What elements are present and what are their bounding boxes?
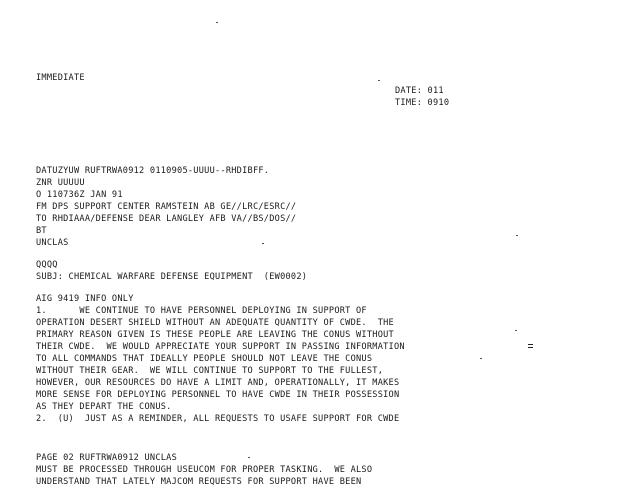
body-line: MUST BE PROCESSED THROUGH USEUCOM FOR PROPER TASKING. WE ALSO <box>36 465 373 475</box>
message-body <box>36 293 405 425</box>
qqqq-line: QQQQ <box>36 260 58 270</box>
message-header <box>36 165 296 249</box>
body-line: AS THEY DEPART THE CONUS. <box>36 402 172 412</box>
body-line: 2. (U) JUST AS A REMINDER, ALL REQUESTS TO USAFE SUPPORT FOR CWDE <box>36 414 400 424</box>
body-line: 1. WE CONTINUE TO HAVE PERSONNEL DEPLOYING IN SUPPORT OF <box>36 306 367 316</box>
date-line: DATE: 011 <box>395 86 444 96</box>
page-header-line: PAGE 02 RUFTRWA0912 UNCLAS <box>36 453 178 463</box>
time-line: TIME: 0910 <box>395 98 450 108</box>
scan-speck <box>216 22 218 23</box>
classification-line: UNCLAS <box>36 238 69 248</box>
dtg-line: O 110736Z JAN 91 <box>36 190 123 200</box>
body-line: OPERATION DESERT SHIELD WITHOUT AN ADEQUATE QUANTITY OF CWDE. THE <box>36 318 394 328</box>
scan-speck <box>515 330 517 331</box>
body-line: THEIR CWDE. WE WOULD APPRECIATE YOUR SUPPORT IN PASSING INFORMATION <box>36 342 405 352</box>
to-line: TO RHDIAAA/DEFENSE DEAR LANGLEY AFB VA//BS/DOS// <box>36 214 297 224</box>
znr-line: ZNR UUUUU <box>36 178 85 188</box>
scan-mark <box>528 347 533 348</box>
subject-block <box>36 259 307 283</box>
aig-line: AIG 9419 INFO ONLY <box>36 294 134 304</box>
body-line: MORE SENSE FOR DEPLOYING PERSONNEL TO HAVE CWDE IN THEIR POSSESSION <box>36 390 400 400</box>
body-line: PRIMARY REASON GIVEN IS THESE PEOPLE ARE LEAVING THE CONUS WITHOUT <box>36 330 394 340</box>
scan-speck <box>480 358 482 359</box>
precedence-label: IMMEDIATE <box>36 73 85 83</box>
body-line: UNDERSTAND THAT LATELY MAJCOM REQUESTS FOR SUPPORT HAVE BEEN <box>36 477 362 487</box>
scan-mark <box>528 344 533 345</box>
scan-speck <box>516 235 518 236</box>
from-line: FM DPS SUPPORT CENTER RAMSTEIN AB GE//LRC/ESRC// <box>36 202 297 212</box>
routing-line: DATUZYUW RUFTRWA0912 0110905-UUUU--RHDIBFF. <box>36 166 270 176</box>
body-line: HOWEVER, OUR RESOURCES DO HAVE A LIMIT AND, OPERATIONALLY, IT MAKES <box>36 378 400 388</box>
scan-speck <box>378 80 380 81</box>
body-line: TO ALL COMMANDS THAT IDEALLY PEOPLE SHOULD NOT LEAVE THE CONUS <box>36 354 373 364</box>
body-line: WITHOUT THEIR GEAR. WE WILL CONTINUE TO SUPPORT TO THE FULLEST, <box>36 366 384 376</box>
subject-line: SUBJ: CHEMICAL WARFARE DEFENSE EQUIPMENT (EW0002) <box>36 272 308 282</box>
page-two-block <box>36 452 372 488</box>
bt-line: BT <box>36 226 47 236</box>
